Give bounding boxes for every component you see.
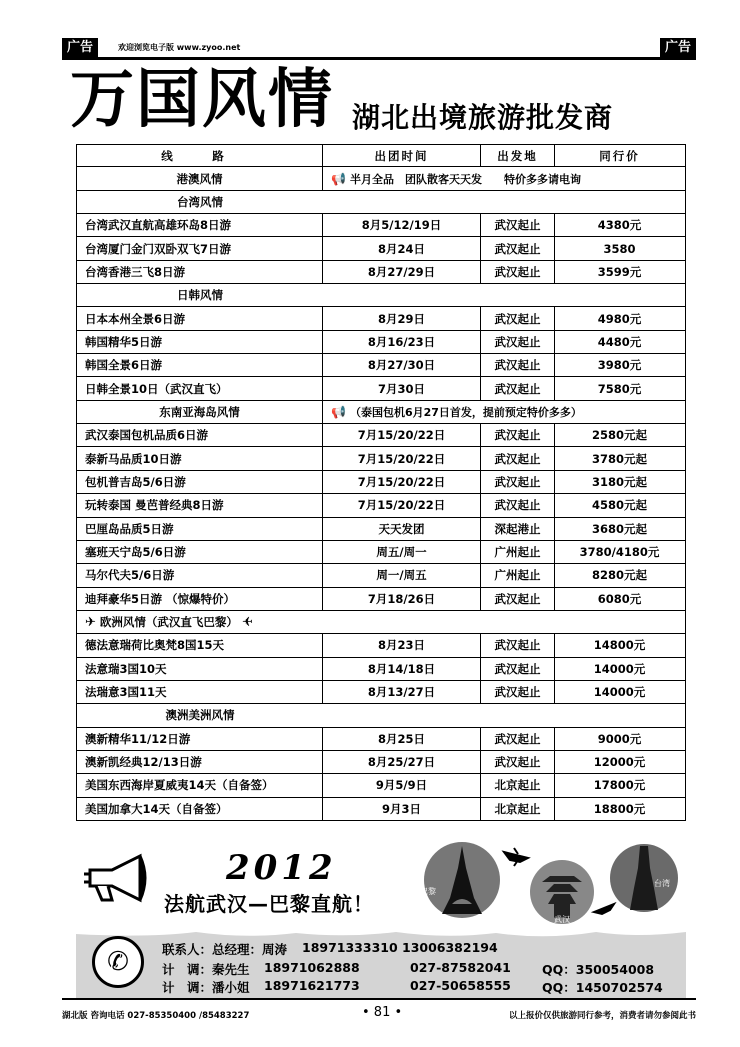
airplane-icon (594, 904, 614, 914)
dates-cell: 8月27/30日 (323, 354, 481, 376)
departure-cell: 广州起止 (481, 541, 555, 563)
route-cell: 武汉泰国包机品质6日游 (77, 424, 323, 446)
dates-cell: 天天发团 (323, 518, 481, 540)
departure-cell: 武汉起止 (481, 471, 555, 493)
manager-phone-2: 13006382194 (402, 940, 498, 955)
top-bar (62, 38, 696, 60)
route-cell: 澳新凯经典12/13日游 (77, 751, 323, 773)
ad-tag-left: 广告 (62, 38, 98, 58)
price-cell: 14000元 (593, 685, 646, 700)
paris-label: 巴黎 (420, 887, 436, 896)
route-cell: 包机普吉岛5/6日游 (77, 471, 323, 493)
table-row (76, 307, 686, 330)
section-row (76, 284, 686, 307)
route-cell: 迪拜豪华5日游 （惊爆特价） (77, 588, 323, 610)
footer-hotline: 湖北版 咨询电话 027-85350400 /85483227 (62, 1011, 250, 1021)
megaphone-icon: 📢 (331, 404, 346, 419)
price-cell: 4480元 (597, 334, 642, 349)
tour-price-table (76, 144, 686, 821)
table-row (76, 798, 686, 821)
departure-cell: 武汉起止 (481, 494, 555, 516)
megaphone-icon: 📢 (331, 171, 346, 186)
departure-cell: 武汉起止 (481, 377, 555, 399)
airplane-icon (504, 848, 528, 866)
promo-year: 2012 (226, 848, 337, 888)
table-row (76, 588, 686, 611)
contact-planner-2: 计 调：潘小姐 (162, 980, 250, 995)
departure-cell: 广州起止 (481, 564, 555, 586)
planner-1-qq: QQ：350054008 (542, 962, 655, 977)
departure-cell: 武汉起止 (481, 728, 555, 750)
page-footer (62, 998, 696, 1026)
column-header-departure: 出发地 (481, 145, 555, 166)
section-note (323, 167, 685, 189)
planner-1-landline: 027-87582041 (410, 960, 511, 975)
contact-box (76, 926, 686, 998)
departure-cell: 武汉起止 (481, 237, 555, 259)
route-cell: 泰新马品质10日游 (77, 447, 323, 469)
route-cell: 澳新精华11/12日游 (77, 728, 323, 750)
price-cell: 12000元 (593, 755, 646, 770)
dates-cell: 9月5/9日 (323, 774, 481, 796)
price-cell: 4980元 (597, 311, 642, 326)
section-row (76, 191, 686, 214)
landmarks-illustration (414, 838, 684, 924)
section-row (76, 611, 686, 634)
section-note (323, 401, 685, 423)
ad-tag-right: 广告 (660, 38, 696, 58)
table-header-row (76, 144, 686, 167)
dates-cell: 8月5/12/19日 (323, 214, 481, 236)
table-row (76, 447, 686, 470)
table-row (76, 751, 686, 774)
planner-2-qq: QQ：1450702574 (542, 980, 663, 995)
price-cell: 6080元 (597, 591, 642, 606)
route-cell: 台湾厦门金门双卧双飞7日游 (77, 237, 323, 259)
dates-cell: 8月29日 (323, 307, 481, 329)
table-row (76, 471, 686, 494)
price-cell: 18800元 (593, 801, 646, 816)
planner-1-mobile: 18971062888 (264, 960, 360, 975)
price-cell: 3980元 (597, 358, 642, 373)
price-cell: 7580元 (597, 381, 642, 396)
price-cell: 3580 (603, 241, 636, 256)
wuhan-label: 武汉 (554, 915, 570, 924)
route-cell: 德法意瑞荷比奥梵8国15天 (77, 634, 323, 656)
price-cell: 3599元 (597, 264, 642, 279)
dates-cell: 7月15/20/22日 (323, 447, 481, 469)
section-note-text: （泰国包机6月27日首发，提前预定特价多多） (349, 405, 582, 419)
section-row (76, 401, 686, 424)
price-cell: 3680元起 (591, 521, 647, 536)
table-row (76, 541, 686, 564)
departure-cell: 武汉起止 (481, 681, 555, 703)
dates-cell: 8月23日 (323, 634, 481, 656)
footer-disclaimer: 以上报价仅供旅游同行参考，消费者请勿参阅此书 (508, 1011, 696, 1021)
airplane-icon: ✈ (85, 614, 96, 630)
departure-cell: 北京起止 (481, 774, 555, 796)
price-cell: 2580元起 (591, 428, 647, 443)
departure-cell: 武汉起止 (481, 634, 555, 656)
dates-cell: 7月15/20/22日 (323, 494, 481, 516)
departure-cell: 武汉起止 (481, 354, 555, 376)
dates-cell: 8月14/18日 (323, 658, 481, 680)
section-name: 台湾风情 (177, 194, 223, 209)
contact-manager: 联系人：总经理：周涛 (162, 942, 288, 957)
route-cell: 台湾武汉直航高雄环岛8日游 (77, 214, 323, 236)
price-cell: 3780元起 (591, 451, 647, 466)
dates-cell: 8月25/27日 (323, 751, 481, 773)
table-row (76, 331, 686, 354)
price-cell: 9000元 (597, 731, 642, 746)
departure-cell: 武汉起止 (481, 307, 555, 329)
section-title (77, 611, 337, 633)
ink-edge-decoration (76, 926, 686, 940)
table-row (76, 728, 686, 751)
price-cell: 4380元 (597, 218, 642, 233)
manager-phone-1: 18971333310 (302, 940, 398, 955)
dates-cell: 8月16/23日 (323, 331, 481, 353)
table-row (76, 354, 686, 377)
dates-cell: 7月18/26日 (323, 588, 481, 610)
column-header-price: 同行价 (599, 148, 640, 163)
section-name: 欧洲风情（武汉直飞巴黎） (99, 615, 238, 630)
departure-cell: 武汉起止 (481, 331, 555, 353)
airplane-icon: ✈ (241, 614, 253, 630)
section-row (76, 704, 686, 727)
page-number: • 81 • (362, 1005, 403, 1020)
taipei-label: 台湾 (654, 879, 670, 888)
section-name: 港澳风情 (77, 167, 323, 189)
contact-planner-1: 计 调：秦先生 (162, 962, 250, 977)
table-row (76, 774, 686, 797)
dates-cell: 8月13/27日 (323, 681, 481, 703)
departure-cell: 武汉起止 (481, 424, 555, 446)
route-cell: 美国加拿大14天（自备签） (77, 798, 323, 820)
table-row (76, 424, 686, 447)
departure-cell: 北京起止 (481, 798, 555, 820)
route-cell: 台湾香港三飞8日游 (77, 261, 323, 283)
dates-cell: 8月25日 (323, 728, 481, 750)
section-note-text: 半月全品 团队散客天天发 特价多多请电询 (349, 172, 581, 186)
table-row (76, 681, 686, 704)
site-text: 欢迎浏览电子版 www.zyoo.net (118, 43, 241, 52)
departure-cell: 武汉起止 (481, 447, 555, 469)
route-cell: 法意瑞3国10天 (77, 658, 323, 680)
route-cell: 韩国全景6日游 (77, 354, 323, 376)
dates-cell: 9月3日 (323, 798, 481, 820)
route-cell: 法瑞意3国11天 (77, 681, 323, 703)
route-cell: 马尔代夫5/6日游 (77, 564, 323, 586)
brand-title: 万国风情 (70, 62, 334, 137)
route-cell: 韩国精华5日游 (77, 331, 323, 353)
dates-cell: 7月15/20/22日 (323, 471, 481, 493)
telephone-icon: ✆ (92, 936, 144, 988)
section-name: 日韩风情 (177, 288, 223, 303)
planner-2-landline: 027-50658555 (410, 978, 511, 993)
departure-cell: 武汉起止 (481, 261, 555, 283)
price-cell: 3780/4180元 (579, 545, 660, 560)
departure-cell: 武汉起止 (481, 214, 555, 236)
planner-2-mobile: 18971621773 (264, 978, 360, 993)
table-row (76, 377, 686, 400)
price-cell: 8280元起 (591, 568, 647, 583)
dates-cell: 7月15/20/22日 (323, 424, 481, 446)
departure-cell: 深起港止 (481, 518, 555, 540)
table-row (76, 518, 686, 541)
price-cell: 4580元起 (591, 498, 647, 513)
brand-subtitle: 湖北出境旅游批发商 (352, 101, 614, 134)
dates-cell: 8月24日 (323, 237, 481, 259)
section-name: 澳洲美洲风情 (165, 708, 235, 723)
table-row (76, 214, 686, 237)
dates-cell: 周一/周五 (323, 564, 481, 586)
route-cell: 日韩全景10日（武汉直飞） (77, 377, 323, 399)
promo-banner (76, 836, 686, 926)
section-name: 东南亚海岛风情 (77, 401, 323, 423)
table-row (76, 564, 686, 587)
dates-cell: 7月30日 (323, 377, 481, 399)
route-cell: 塞班天宁岛5/6日游 (77, 541, 323, 563)
table-row (76, 494, 686, 517)
megaphone-icon (82, 852, 152, 904)
route-cell: 日本本州全景6日游 (77, 307, 323, 329)
price-cell: 3180元起 (591, 474, 647, 489)
table-row (76, 658, 686, 681)
column-header-route: 线 路 (77, 145, 323, 166)
price-cell: 14800元 (593, 638, 646, 653)
route-cell: 玩转泰国 曼芭普经典8日游 (77, 494, 323, 516)
departure-cell: 武汉起止 (481, 588, 555, 610)
section-row (76, 167, 686, 190)
table-row (76, 261, 686, 284)
departure-cell: 武汉起止 (481, 751, 555, 773)
dates-cell: 8月27/29日 (323, 261, 481, 283)
price-cell: 17800元 (593, 778, 646, 793)
dates-cell: 周五/周一 (323, 541, 481, 563)
table-row (76, 634, 686, 657)
column-header-dates: 出团时间 (323, 145, 481, 166)
departure-cell: 武汉起止 (481, 658, 555, 680)
table-row (76, 237, 686, 260)
price-cell: 14000元 (593, 661, 646, 676)
route-cell: 美国东西海岸夏威夷14天（自备签） (77, 774, 323, 796)
route-cell: 巴厘岛品质5日游 (77, 518, 323, 540)
promo-route-text: 法航武汉—巴黎直航！ (164, 892, 374, 916)
